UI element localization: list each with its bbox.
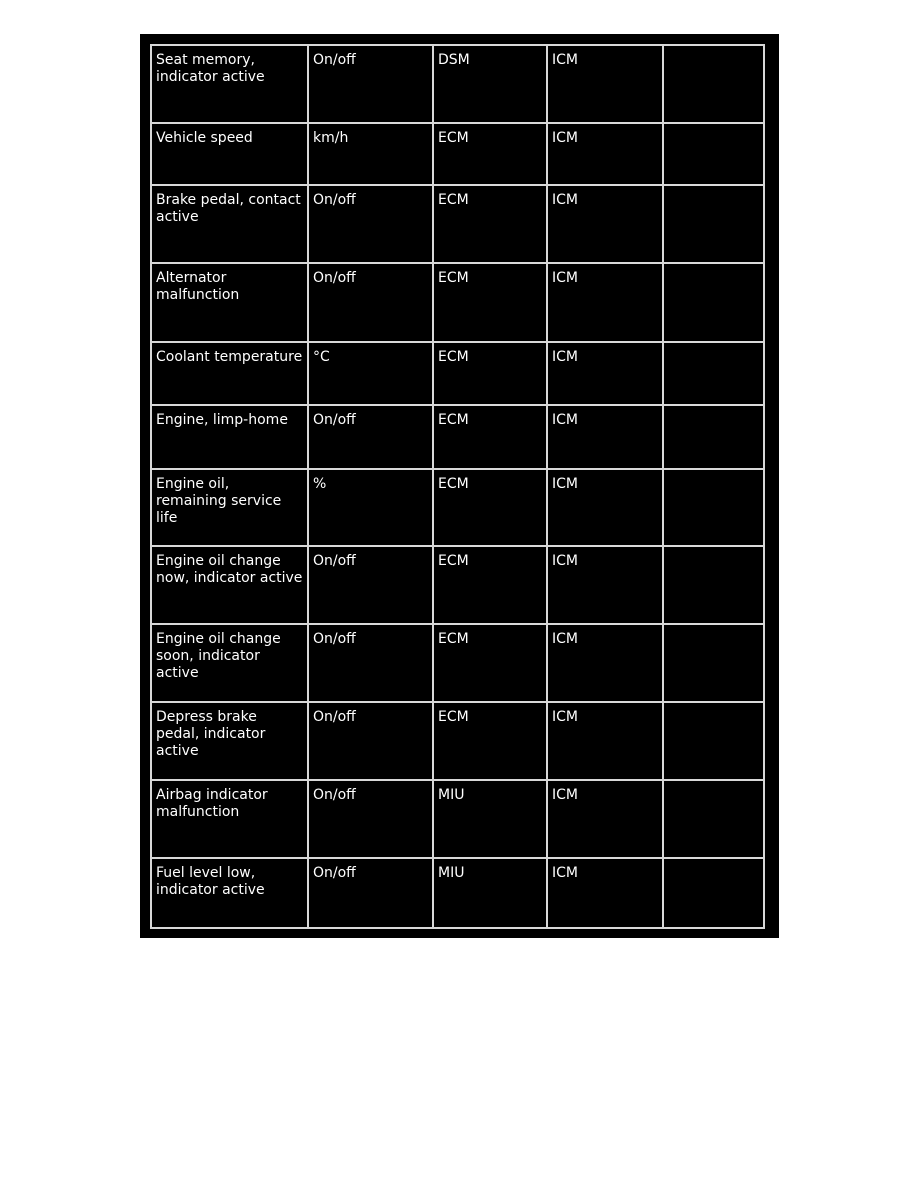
note-cell [663,405,764,469]
sender-cell: ECM [433,469,547,546]
signal-cell: Engine oil change soon, indicator active [151,624,308,702]
receiver-cell: ICM [547,624,663,702]
receiver-cell: ICM [547,702,663,779]
table-row [151,546,764,624]
value-cell: On/off [308,702,433,779]
value-cell: On/off [308,546,433,624]
sender-cell: ECM [433,546,547,624]
note-cell [663,263,764,341]
receiver-cell: ICM [547,45,663,123]
value-cell: On/off [308,405,433,469]
table-row [151,702,764,779]
note-cell [663,123,764,185]
signal-cell: Brake pedal, contact active [151,185,308,263]
receiver-cell: ICM [547,546,663,624]
value-cell: On/off [308,858,433,928]
signal-cell: Engine oil change now, indicator active [151,546,308,624]
signal-cell: Fuel level low, indicator active [151,858,308,928]
signal-cell: Engine, limp-home [151,405,308,469]
note-cell [663,45,764,123]
table-row [151,45,764,123]
receiver-cell: ICM [547,123,663,185]
sender-cell: MIU [433,858,547,928]
receiver-cell: ICM [547,469,663,546]
value-cell: On/off [308,45,433,123]
sender-cell: ECM [433,342,547,405]
value-cell: On/off [308,263,433,341]
table-row [151,185,764,263]
value-cell: On/off [308,780,433,858]
receiver-cell: ICM [547,405,663,469]
sender-cell: MIU [433,780,547,858]
signal-cell: Engine oil, remaining service life [151,469,308,546]
table-row [151,469,764,546]
value-cell: On/off [308,624,433,702]
value-cell: °C [308,342,433,405]
signal-cell: Vehicle speed [151,123,308,185]
signal-cell: Depress brake pedal, indicator active [151,702,308,779]
receiver-cell: ICM [547,780,663,858]
sender-cell: DSM [433,45,547,123]
table-row [151,858,764,928]
table-row [151,405,764,469]
receiver-cell: ICM [547,263,663,341]
signal-cell: Seat memory, indicator active [151,45,308,123]
receiver-cell: ICM [547,185,663,263]
note-cell [663,858,764,928]
note-cell [663,624,764,702]
sender-cell: ECM [433,263,547,341]
note-cell [663,469,764,546]
note-cell [663,702,764,779]
sender-cell: ECM [433,123,547,185]
signal-cell: Coolant temperature [151,342,308,405]
table-row [151,780,764,858]
table-page [140,34,779,938]
signal-table [150,44,765,929]
sender-cell: ECM [433,702,547,779]
value-cell: % [308,469,433,546]
table-row [151,624,764,702]
signal-cell: Alternator malfunction [151,263,308,341]
sender-cell: ECM [433,405,547,469]
table-row [151,263,764,341]
sender-cell: ECM [433,624,547,702]
value-cell: km/h [308,123,433,185]
note-cell [663,185,764,263]
note-cell [663,546,764,624]
table-row [151,342,764,405]
sender-cell: ECM [433,185,547,263]
value-cell: On/off [308,185,433,263]
receiver-cell: ICM [547,342,663,405]
note-cell [663,342,764,405]
table-row [151,123,764,185]
signal-cell: Airbag indicator malfunction [151,780,308,858]
note-cell [663,780,764,858]
receiver-cell: ICM [547,858,663,928]
